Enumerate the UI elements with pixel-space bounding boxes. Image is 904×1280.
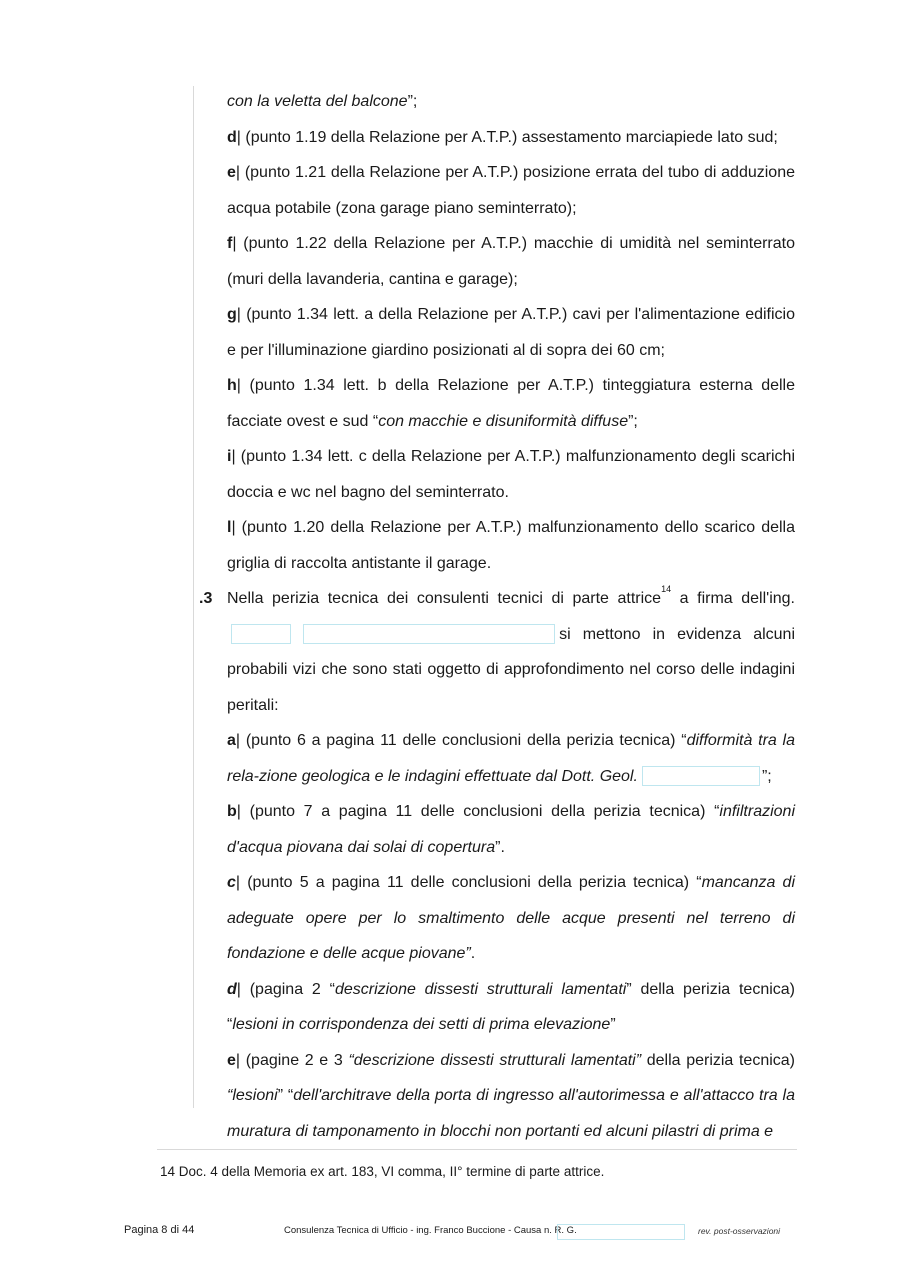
revision-label: rev. post-osservazioni [698,1226,781,1236]
margin-rule [193,86,194,1108]
list-item: f| (punto 1.22 della Relazione per A.T.P.) macchie di umidità nel seminterrato (muri della lavanderia, cantina e garage); [227,235,795,288]
footnote: 14 Doc. 4 della Memoria ex art. 183, VI comma, II° termine di parte attrice. [160,1164,605,1179]
redacted-box [303,624,555,644]
list-item: d| (punto 1.19 della Relazione per A.T.P.) assestamento marciapiede lato sud; [227,128,778,146]
list-item: e| (punto 1.21 della Relazione per A.T.P.) posizione errata del tubo di adduzione acqua potabile (zona garage piano seminterrato); [227,164,795,217]
list-item: i| (punto 1.34 lett. c della Relazione per A.T.P.) malfunzionamento degli scarichi doccia e wc nel bagno del seminterrato. [227,448,795,501]
list-item: h| (punto 1.34 lett. b della Relazione per A.T.P.) tinteggiatura esterna delle facciate ovest e sud “con macchie e disuniformità diffuse”; [227,377,795,430]
list-item: b| (punto 7 a pagina 11 delle conclusioni della perizia tecnica) “infiltrazioni d'acqua piovana dai solai di copertura”. [227,803,795,856]
list-item: e| (pagine 2 e 3 “descrizione dissesti strutturali lamentati” della perizia tecnica) “lesioni” “dell'architrave della porta di ingresso all'autorimessa e all'attacco tra la muratura di tamponamento in blocchi non portanti ed alcuni pilastri di prima e [227,1051,796,1140]
list-item: g| (punto 1.34 lett. a della Relazione per A.T.P.) cavi per l'alimentazione edificio e per l'illuminazione giardino posizionati al di sopra dei 60 cm; [227,306,795,359]
section-paragraph: .3 Nella perizia tecnica dei consulenti tecnici di parte attrice$^{14}$ a firma dell'ing. si mettono in evidenza alcuni probabili vizi che sono stati oggetto di approfondimento nel corso delle indagini peritali: [227,581,795,723]
redacted-box [642,766,760,786]
section-number: .3 [199,590,213,607]
footnote-rule [157,1149,797,1150]
list-item: c| (punto 5 a pagina 11 delle conclusioni della perizia tecnica) “mancanza di adeguate opere per lo smaltimento delle acque presenti nel terreno di fondazione e delle acque piovane”. [227,874,795,962]
redacted-box [557,1224,685,1240]
page-number: Pagina 8 di 44 [124,1224,195,1236]
list-item: d| (pagina 2 “descrizione dissesti strutturali lamentati” della perizia tecnica) “lesioni in corrispondenza dei setti di prima elevazione” [227,980,796,1033]
body-text [199,84,796,1149]
footnote-ref: 14 [661,584,672,594]
redacted-box [231,624,291,644]
list-item: con la veletta del balcone”; [227,93,418,110]
footer-title: Consulenza Tecnica di Ufficio - ing. Franco Buccione - Causa n. R. G. [284,1225,577,1236]
list-item: l| (punto 1.20 della Relazione per A.T.P.) malfunzionamento dello scarico della griglia di raccolta antistante il garage. [227,519,795,572]
list-item: a| (punto 6 a pagina 11 delle conclusioni della perizia tecnica) “difformità tra la rela-zione geologica e le indagini effettuate dal Dott. Geol. ”; [227,732,796,785]
